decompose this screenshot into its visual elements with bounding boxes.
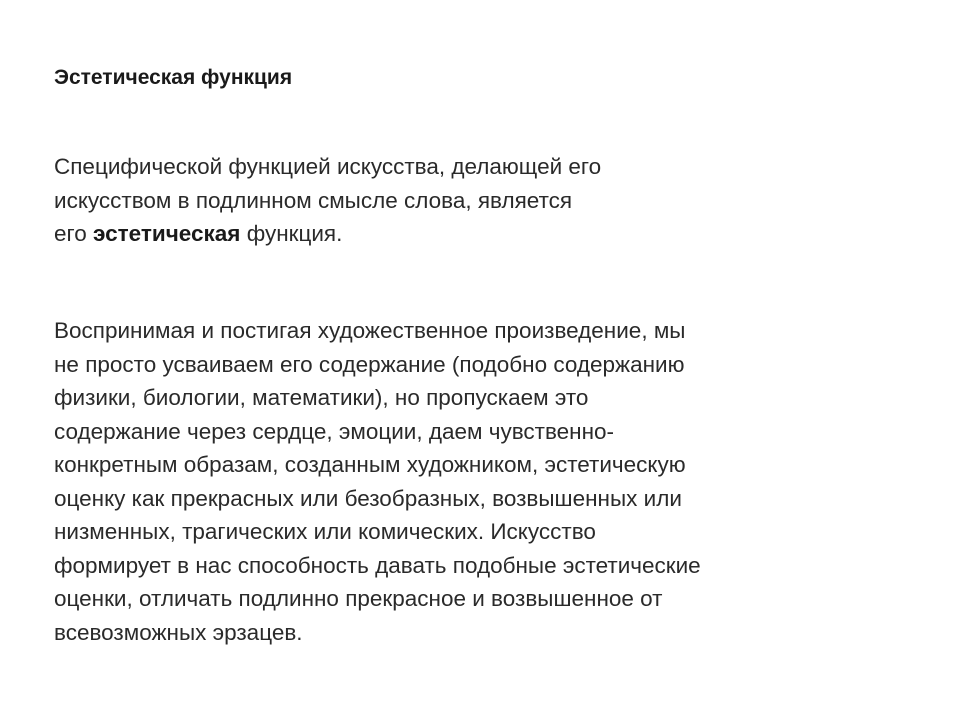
paragraph-definition bbox=[54, 150, 814, 251]
paragraph-line: оценки, отличать подлинно прекрасное и возвышенное от bbox=[54, 586, 663, 611]
bold-term: эстетическая bbox=[93, 221, 241, 246]
paragraph-line bbox=[54, 217, 814, 251]
slide-heading: Эстетическая функция bbox=[54, 66, 293, 89]
paragraph-line: низменных, трагических или комических. Искусство bbox=[54, 519, 596, 544]
paragraph-line: конкретным образам, созданным художником, эстетическую bbox=[54, 452, 686, 477]
paragraph-line: Специфической функцией искусства, делающей его bbox=[54, 154, 602, 179]
paragraph-line: не просто усваиваем его содержание (подобно содержанию bbox=[54, 351, 685, 377]
paragraph-explanation bbox=[54, 314, 924, 649]
paragraph-line: искусством в подлинном смысле слова, является bbox=[54, 187, 573, 213]
line-text-before: его bbox=[54, 221, 93, 246]
line-text-after: функция. bbox=[240, 221, 343, 246]
paragraph-line: Воспринимая и постигая художественное произведение, мы bbox=[54, 318, 686, 343]
paragraph-line: физики, биологии, математики), но пропускаем это bbox=[54, 385, 589, 410]
paragraph-line: всевозможных эрзацев. bbox=[54, 619, 303, 645]
paragraph-line: оценку как прекрасных или безобразных, возвышенных или bbox=[54, 485, 682, 511]
paragraph-line: содержание через сердце, эмоции, даем чувственно- bbox=[54, 418, 615, 444]
paragraph-line: формирует в нас способность давать подобные эстетические bbox=[54, 552, 701, 578]
